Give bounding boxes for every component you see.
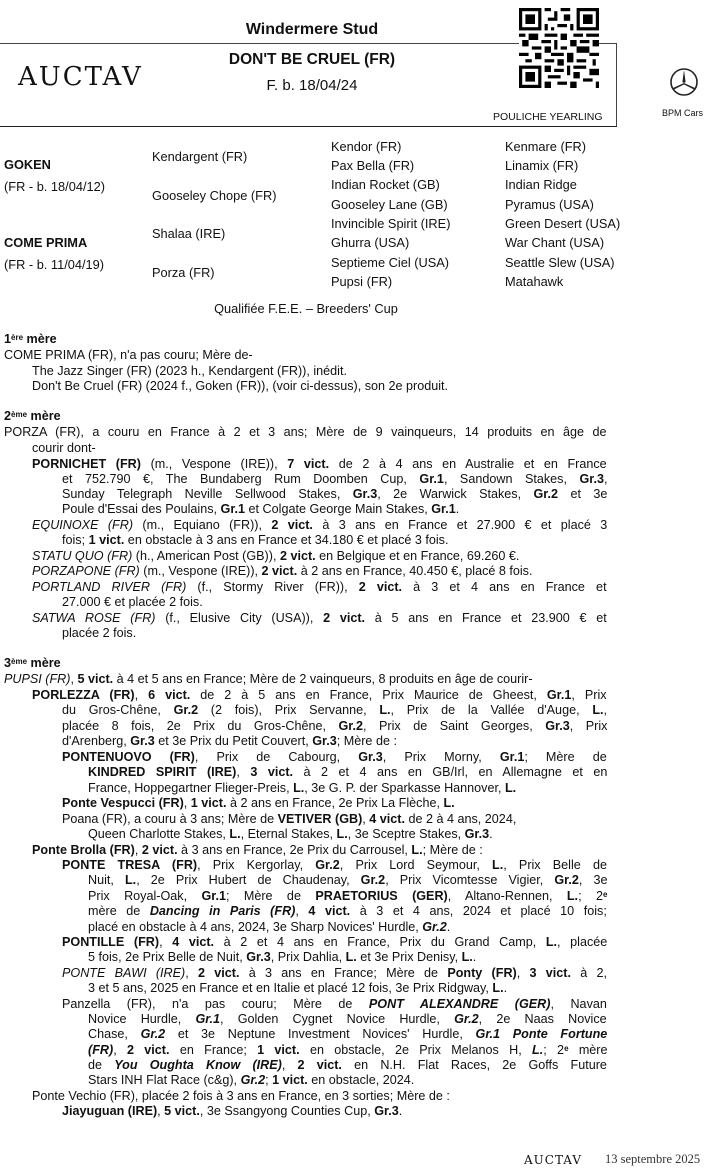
text-segment: placé en obstacle à 4 ans, 2024, 3e Sharp Novices' Hurdle,: [88, 920, 423, 934]
text-segment: placée 8 fois, 2e Prix du Gros-Chêne,: [62, 719, 339, 733]
text-segment: (2 fois), Prix Servanne,: [198, 703, 380, 717]
text-segment: Gr.3: [352, 487, 378, 501]
text-line: [88, 920, 450, 934]
text-segment: et 3e Neptune Investment Novices' Hurdle,: [165, 1027, 476, 1041]
text-segment: , 3e Sceptre Stakes,: [347, 827, 465, 841]
text-segment: 5 fois, 2e Prix Belle de Nuit,: [88, 950, 247, 964]
gen4-item: Green Desert (USA): [505, 216, 621, 231]
text-segment: Gr.3: [130, 734, 155, 748]
text-segment: (FR): [88, 1043, 114, 1057]
text-segment: 3: [4, 656, 12, 670]
text-segment: You Oughta Know (IRE): [114, 1058, 282, 1072]
text-segment: , Golden Cygnet Novice Hurdle,: [220, 1012, 455, 1026]
text-segment: à 5 ans en France et 23.900 € et: [365, 611, 607, 625]
text-segment: ; 2: [543, 1043, 565, 1057]
text-segment: L.: [336, 827, 348, 841]
text-segment: e: [564, 1044, 569, 1053]
text-segment: Gr.3: [545, 719, 570, 733]
gen3-item: Pax Bella (FR): [331, 158, 415, 173]
text-segment: Gr.1: [195, 1012, 221, 1026]
gen2-item: Porza (FR): [152, 265, 215, 280]
sire-name: GOKEN: [4, 157, 51, 172]
text-segment: VETIVER (GB): [277, 812, 363, 826]
text-segment: à 3 et 4 ans en France et: [402, 580, 607, 594]
text-segment: Don't Be Cruel (FR) (2024 f., Goken (FR)), (voir ci-dessus), son 2e produit.: [32, 379, 449, 393]
text-line: [62, 533, 448, 547]
text-line: [32, 611, 607, 625]
text-segment: PORZA (FR), a couru en France à 2 et 3 ans; Mère de 9 vainqueurs, 14 produits en âge de: [4, 425, 607, 439]
text-segment: 4 vict.: [369, 812, 405, 826]
text-segment: Gr.1: [499, 750, 525, 764]
section-heading: [4, 332, 57, 346]
text-line: [62, 472, 607, 486]
text-segment: PUPSI (FR): [4, 672, 71, 686]
text-segment: 1 vict.: [88, 533, 125, 547]
text-segment: mère de: [88, 904, 150, 918]
text-segment: Gr.3: [464, 827, 490, 841]
text-segment: , 2e Warwick Stakes,: [377, 487, 534, 501]
text-segment: placée 2 fois.: [62, 626, 137, 640]
text-segment: PONTE TRESA (FR): [62, 858, 198, 872]
gen4-item: Matahawk: [505, 274, 564, 289]
text-segment: (m., Vespone (IRE)),: [139, 564, 262, 578]
text-line: [4, 672, 533, 686]
text-segment: Panzella (FR), n'a pas couru; Mère de: [62, 997, 369, 1011]
dam-name: COME PRIMA: [4, 235, 88, 250]
text-segment: 2 vict.: [297, 1058, 342, 1072]
auctav-logo: AUCTAV: [18, 62, 143, 92]
text-segment: , Prix Morny,: [382, 750, 500, 764]
text-segment: Gr.2: [173, 703, 199, 717]
text-segment: Novice Hurdle,: [88, 1012, 196, 1026]
text-segment: L.: [566, 889, 579, 903]
text-segment: L.: [592, 703, 604, 717]
text-line: [32, 441, 96, 455]
text-segment: Gr.1: [419, 472, 444, 486]
text-segment: 3 et 5 ans, 2025 en France et en Italie et placé 12 fois, 3e Prix Ridgway,: [88, 981, 493, 995]
gen3-item: Kendor (FR): [331, 139, 402, 154]
text-segment: 2 vict.: [261, 564, 298, 578]
text-segment: L.: [379, 703, 391, 717]
text-line: [62, 796, 455, 810]
gen4-item: Linamix (FR): [505, 158, 579, 173]
text-segment: à 3 ans en France et 27.900 € et placé 3: [312, 518, 608, 532]
text-line: [62, 935, 607, 949]
text-segment: , Prix Lord Seymour,: [339, 858, 493, 872]
text-segment: PORLEZZA (FR): [32, 688, 135, 702]
text-segment: ,: [113, 1043, 127, 1057]
text-line: [32, 580, 607, 594]
text-segment: 2 vict.: [279, 549, 316, 563]
text-segment: Gr.2: [554, 873, 579, 887]
text-segment: , Prix de Saint Georges,: [363, 719, 546, 733]
text-segment: Gr.2: [338, 719, 364, 733]
text-segment: EQUINOXE (FR): [32, 518, 134, 532]
text-segment: , 3e: [578, 873, 608, 887]
text-segment: 2 vict.: [358, 580, 403, 594]
text-segment: à 2 ans en France, 40.450 €, placé 8 fois.: [297, 564, 533, 578]
text-segment: L.: [443, 796, 455, 810]
text-segment: PORTLAND RIVER (FR): [32, 580, 187, 594]
text-segment: L.: [411, 843, 423, 857]
text-segment: 7 vict.: [287, 457, 330, 471]
section-heading: [4, 409, 61, 423]
text-segment: .: [489, 827, 493, 841]
text-segment: .: [446, 920, 451, 934]
text-segment: Gr.1: [201, 889, 226, 903]
mercedes-star-icon: [669, 67, 699, 97]
text-segment: COME PRIMA (FR), n'a pas couru; Mère de-: [4, 348, 253, 362]
text-segment: 5 vict.: [164, 1104, 200, 1118]
text-segment: Poule d'Essai des Poulains,: [62, 502, 221, 516]
text-segment: (f., Stormy River (FR)),: [186, 580, 359, 594]
text-segment: ème: [11, 410, 28, 419]
text-segment: Gr.3: [312, 734, 337, 748]
gen3-item: Pupsi (FR): [331, 274, 393, 289]
text-segment: ; Mère de: [225, 889, 316, 903]
text-segment: Gr.3: [579, 472, 604, 486]
text-segment: 1 vict.: [190, 796, 227, 810]
text-line: [62, 719, 607, 733]
text-segment: Ponte Vechio (FR), placée 2 fois à 3 ans en France, en 3 sorties; Mère de :: [32, 1089, 450, 1103]
text-segment: 4 vict.: [308, 904, 351, 918]
text-segment: ,: [70, 672, 78, 686]
footer-logo: AUCTAV: [524, 1153, 583, 1167]
text-segment: ,: [281, 1058, 298, 1072]
text-segment: en obstacle, 2e Prix Melanos H,: [299, 1043, 533, 1057]
text-segment: , Prix: [571, 688, 607, 702]
text-segment: de 2 à 4 ans, 2024,: [404, 812, 517, 826]
text-segment: 6 vict.: [148, 688, 191, 702]
text-segment: et 752.790 €, The Bundaberg Rum Doomben Cup,: [62, 472, 420, 486]
text-segment: d'Arenberg,: [62, 734, 131, 748]
text-segment: 1 vict.: [257, 1043, 300, 1057]
text-segment: PONT ALEXANDRE (GER): [368, 997, 551, 1011]
text-segment: , Prix Vicomtesse Vigier,: [385, 873, 555, 887]
text-segment: France, Hoppegartner Flieger-Preis,: [88, 781, 294, 795]
text-line: [62, 703, 607, 717]
text-line: [32, 688, 607, 702]
text-segment: .: [472, 950, 477, 964]
text-segment: ,: [157, 1104, 165, 1118]
text-segment: ,: [516, 966, 530, 980]
text-segment: , Eternal Stakes,: [240, 827, 337, 841]
text-segment: STATU QUO (FR): [32, 549, 133, 563]
text-segment: 27.000 € et placée 2 fois.: [62, 595, 203, 609]
text-line: [62, 626, 136, 640]
text-segment: ,: [159, 935, 173, 949]
text-segment: Gr.2: [360, 873, 386, 887]
text-segment: Gr.2: [240, 1073, 266, 1087]
text-segment: , Prix de Cabourg,: [194, 750, 359, 764]
horse-name: DON'T BE CRUEL (FR): [228, 51, 396, 68]
text-segment: 1 vict.: [272, 1073, 308, 1087]
text-line: [32, 457, 607, 471]
text-segment: PORZAPONE (FR): [32, 564, 140, 578]
text-segment: Jiayuguan (IRE): [62, 1104, 158, 1118]
text-line: [62, 487, 607, 501]
text-segment: , Prix de la Vallée d'Auge,: [390, 703, 593, 717]
text-segment: 3 vict.: [250, 765, 294, 779]
text-line: [32, 1089, 450, 1103]
text-segment: Nuit,: [88, 873, 125, 887]
text-segment: (h., American Post (GB)),: [132, 549, 280, 563]
text-segment: L.: [229, 827, 241, 841]
text-line: [88, 889, 607, 903]
gen2-item: Gooseley Chope (FR): [152, 188, 277, 203]
text-line: [32, 364, 347, 378]
gen2-item: Shalaa (IRE): [152, 226, 226, 241]
text-segment: du Gros-Chêne,: [62, 703, 174, 717]
text-segment: à 4 et 5 ans en France; Mère de 2 vainqueurs, 8 produits en âge de courir-: [113, 672, 533, 686]
text-line: [88, 1043, 608, 1057]
text-segment: à 3 et 4 ans, 2024 et placé 10 fois;: [350, 904, 607, 918]
text-segment: Ponty (FR): [447, 966, 517, 980]
text-line: [32, 518, 607, 532]
text-segment: à 2 et 4 ans en France, Prix du Grand Camp,: [214, 935, 546, 949]
text-line: [88, 827, 493, 841]
text-line: [88, 781, 516, 795]
text-segment: de 2 à 4 ans en Australie et en France: [329, 457, 607, 471]
text-segment: à 2 ans en France, 2e Prix La Flèche,: [226, 796, 444, 810]
qualification-note: Qualifiée F.E.E. – Breeders' Cup: [214, 301, 398, 316]
text-segment: à 2 et 4 ans en GB/Irl, en Allemagne et en: [293, 765, 608, 779]
text-segment: , 3e Ssangyong Counties Cup,: [199, 1104, 375, 1118]
text-segment: mère: [27, 656, 61, 670]
text-segment: L.: [492, 858, 504, 872]
text-segment: , 2e Prix Hubert de Chaudenay,: [136, 873, 361, 887]
text-line: [32, 843, 483, 857]
text-segment: de: [88, 1058, 115, 1072]
sire-info: (FR - b. 18/04/12): [4, 179, 105, 194]
sponsor-label: BPM Cars: [662, 108, 704, 118]
text-segment: 2 vict.: [323, 611, 366, 625]
text-segment: (m., Vespone (IRE)),: [140, 457, 288, 471]
section-heading: [4, 656, 61, 670]
text-segment: Queen Charlotte Stakes,: [88, 827, 230, 841]
text-segment: L.: [532, 1043, 544, 1057]
text-segment: à 3 ans en France, 2e Prix du Carrousel,: [177, 843, 412, 857]
text-segment: , placée: [557, 935, 608, 949]
text-segment: ,: [236, 765, 251, 779]
text-segment: KINDRED SPIRIT (IRE): [88, 765, 237, 779]
text-segment: L.: [345, 950, 357, 964]
text-line: [88, 904, 607, 918]
text-segment: en France;: [169, 1043, 258, 1057]
text-segment: ; Mère de :: [422, 843, 483, 857]
text-segment: ,: [603, 703, 608, 717]
gen4-item: Seattle Slew (USA): [505, 255, 615, 270]
text-segment: Dancing in Paris (FR): [149, 904, 296, 918]
text-segment: The Jazz Singer (FR) (2023 h., Kendargent (FR)), inédit.: [32, 364, 347, 378]
gen4-item: Kenmare (FR): [505, 139, 587, 154]
category-label: POULICHE YEARLING: [493, 111, 603, 123]
text-segment: 2 vict.: [198, 966, 240, 980]
gen3-item: Invincible Spirit (IRE): [331, 216, 451, 231]
text-segment: 2 vict.: [127, 1043, 170, 1057]
text-line: [62, 502, 459, 516]
text-segment: de 2 à 5 ans en France, Prix Maurice de Gheest,: [190, 688, 547, 702]
header-bottom-rule: [0, 126, 617, 127]
text-segment: Chase,: [88, 1027, 141, 1041]
text-line: [62, 750, 607, 764]
text-segment: ;: [265, 1073, 273, 1087]
text-segment: mère: [568, 1043, 608, 1057]
text-segment: L.: [504, 781, 517, 795]
text-segment: PONTE BAWI (IRE): [62, 966, 186, 980]
text-segment: Gr.2: [140, 1027, 166, 1041]
text-segment: Prix Royal-Oak,: [88, 889, 202, 903]
text-segment: et 3e: [558, 487, 608, 501]
text-segment: , Prix Dahlia,: [270, 950, 346, 964]
text-segment: ,: [603, 472, 608, 486]
text-segment: en N.H. Flat Races, 2e Goffs Future: [341, 1058, 607, 1072]
text-segment: PONTENUOVO (FR): [62, 750, 195, 764]
text-segment: mère: [27, 409, 61, 423]
dam-info: (FR - b. 11/04/19): [4, 257, 105, 272]
text-segment: Ponte Vespucci (FR): [62, 796, 184, 810]
text-segment: , Sandown Stakes,: [443, 472, 580, 486]
text-segment: , 3e G. P. der Sparkasse Hannover,: [304, 781, 505, 795]
text-segment: à 2,: [570, 966, 608, 980]
text-segment: (m., Equiano (FR)),: [133, 518, 272, 532]
text-segment: ère: [11, 333, 24, 342]
text-segment: PORNICHET (FR): [32, 457, 141, 471]
text-segment: ,: [134, 688, 149, 702]
text-segment: Sunday Telegraph Neville Sellwood Stakes,: [62, 487, 353, 501]
text-segment: ; Mère de: [524, 750, 607, 764]
text-line: [88, 950, 476, 964]
text-segment: Gr.3: [358, 750, 383, 764]
text-segment: Gr.3: [246, 950, 271, 964]
text-segment: 4 vict.: [172, 935, 215, 949]
text-segment: et Colgate George Main Stakes,: [245, 502, 432, 516]
text-segment: Gr.3: [374, 1104, 399, 1118]
text-line: [62, 595, 203, 609]
text-segment: Gr.2: [533, 487, 559, 501]
text-segment: à 3 ans en France; Mère de: [239, 966, 448, 980]
text-line: [32, 564, 532, 578]
text-line: [62, 1104, 402, 1118]
text-segment: Gr.1: [431, 502, 456, 516]
text-segment: 2 vict.: [271, 518, 313, 532]
text-segment: ,: [362, 812, 370, 826]
text-line: [88, 981, 507, 995]
text-segment: 5 vict.: [77, 672, 114, 686]
text-segment: , Prix Belle de: [503, 858, 607, 872]
text-line: [62, 734, 397, 748]
text-segment: L.: [545, 935, 558, 949]
text-line: [62, 812, 516, 826]
text-segment: Gr.1 Ponte Fortune: [475, 1027, 608, 1041]
text-segment: PRAETORIUS (GER): [315, 889, 448, 903]
text-segment: et 3e Prix Denisy,: [356, 950, 462, 964]
text-segment: et 3e Prix du Petit Couvert,: [154, 734, 313, 748]
text-segment: L.: [461, 950, 473, 964]
text-segment: courir dont-: [32, 441, 96, 455]
text-segment: , Prix Kergorlay,: [197, 858, 316, 872]
gen4-item: Pyramus (USA): [505, 197, 594, 212]
text-segment: Ponte Brolla (FR): [32, 843, 135, 857]
text-segment: mère: [23, 332, 57, 346]
text-segment: Gr.2: [315, 858, 340, 872]
text-line: [32, 549, 519, 563]
text-line: [88, 765, 607, 779]
text-segment: Gr.1: [220, 502, 246, 516]
text-segment: 2: [4, 409, 12, 423]
text-segment: L.: [293, 781, 305, 795]
text-segment: .: [503, 981, 508, 995]
text-segment: , Prix: [569, 719, 608, 733]
text-segment: e: [602, 890, 608, 899]
text-line: [4, 348, 253, 362]
text-line: [4, 425, 607, 439]
gen2-item: Kendargent (FR): [152, 149, 248, 164]
footer-date: 13 septembre 2025: [605, 1152, 701, 1166]
horse-details: F. b. 18/04/24: [266, 77, 358, 94]
text-segment: , Altano-Rennen,: [447, 889, 567, 903]
text-segment: 1: [4, 332, 12, 346]
text-segment: en obstacle, 2024.: [307, 1073, 415, 1087]
text-segment: fois;: [62, 533, 89, 547]
text-segment: SATWA ROSE (FR): [32, 611, 156, 625]
text-line: [88, 1027, 607, 1041]
text-segment: 3 vict.: [529, 966, 571, 980]
qr-code: [519, 8, 599, 88]
gen3-item: Ghurra (USA): [331, 235, 410, 250]
gen4-item: War Chant (USA): [505, 235, 605, 250]
text-line: [62, 997, 607, 1011]
text-segment: (f., Elusive City (USA)),: [155, 611, 324, 625]
stud-name: Windermere Stud: [245, 21, 379, 38]
text-segment: , Navan: [550, 997, 607, 1011]
text-segment: Poana (FR), a couru à 3 ans; Mère de: [62, 812, 278, 826]
text-segment: .: [455, 502, 460, 516]
text-segment: .: [398, 1104, 403, 1118]
text-segment: , 2e Naas Novice: [478, 1012, 607, 1026]
text-segment: en obstacle à 3 ans en France et 34.180 € et placé 3 fois.: [124, 533, 449, 547]
text-line: [62, 966, 607, 980]
text-segment: L.: [124, 873, 137, 887]
text-segment: ème: [11, 657, 28, 666]
text-line: [88, 1073, 414, 1087]
text-segment: ; 2: [578, 889, 603, 903]
text-segment: Gr.2: [454, 1012, 479, 1026]
text-segment: ,: [295, 904, 309, 918]
text-segment: Gr.2: [422, 920, 447, 934]
text-segment: ,: [185, 966, 199, 980]
text-line: [88, 873, 607, 887]
gen4-item: Indian Ridge: [505, 177, 577, 192]
text-segment: ,: [134, 843, 142, 857]
text-segment: en Belgique et en France, 69.260 €.: [315, 549, 520, 563]
gen3-item: Septieme Ciel (USA): [331, 255, 450, 270]
gen3-item: Indian Rocket (GB): [331, 177, 440, 192]
text-segment: Gr.1: [546, 688, 572, 702]
text-segment: ,: [183, 796, 191, 810]
text-line: [62, 858, 607, 872]
text-line: [32, 379, 448, 393]
text-segment: ; Mère de :: [336, 734, 397, 748]
text-line: [88, 1058, 607, 1072]
text-segment: L.: [492, 981, 504, 995]
text-line: [88, 1012, 607, 1026]
text-segment: PONTILLE (FR): [62, 935, 160, 949]
gen3-item: Gooseley Lane (GB): [331, 197, 448, 212]
text-segment: Stars INH Flat Race (c&g),: [88, 1073, 241, 1087]
text-segment: 2 vict.: [141, 843, 178, 857]
